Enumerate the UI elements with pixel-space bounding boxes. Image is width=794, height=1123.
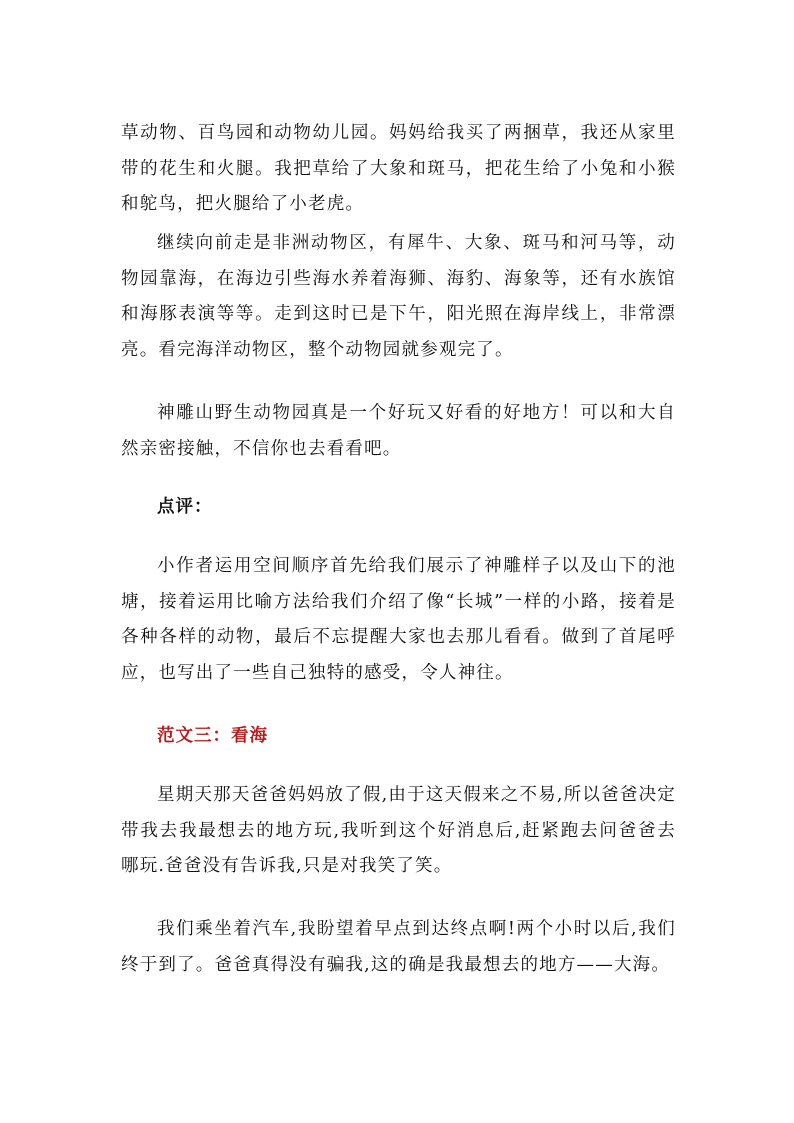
section-heading: 范文三：看海 bbox=[157, 726, 268, 746]
paragraph-zoo-feeding: 草动物、百鸟园和动物幼儿园。妈妈给我买了两捆草，我还从家里带的花生和火腿。我把草给了大象和斑马，把花生给了小兔和小猴和鸵鸟，把火腿给了小老虎。 bbox=[121, 123, 676, 214]
essay-paragraph-2: 我们乘坐着汽车,我盼望着早点到达终点啊!两个小时以后,我们终于到了。爸爸真得没有骗我,这的确是我最想去的地方——大海。 bbox=[121, 919, 676, 975]
essay-paragraph-1: 星期天那天爸爸妈妈放了假,由于这天假来之不易,所以爸爸决定带我去我最想去的地方玩,我听到这个好消息后,赶紧跑去问爸爸去哪玩.爸爸没有告诉我,只是对我笑了笑。 bbox=[121, 785, 676, 876]
paragraph-conclusion: 神雕山野生动物园真是一个好玩又好看的好地方！可以和大自然亲密接触，不信你也去看看吧。 bbox=[121, 403, 676, 459]
comment-heading: 点评： bbox=[157, 497, 213, 517]
paragraph-africa-zone: 继续向前走是非洲动物区，有犀牛、大象、斑马和河马等，动物园靠海，在海边引些海水养着海狮、海豹、海象等，还有水族馆和海豚表演等等。走到这时已是下午，阳光照在海岸线上，非常漂亮。看完海洋动物区，整个动物园就参观完了。 bbox=[121, 233, 676, 360]
comment-paragraph: 小作者运用空间顺序首先给我们展示了神雕样子以及山下的池塘，接着运用比喻方法给我们介绍了像“长城”一样的小路，接着是各种各样的动物，最后不忘提醒大家也去那儿看看。做到了首尾呼应，也写出了一些自己独特的感受，令人神往。 bbox=[121, 556, 676, 683]
